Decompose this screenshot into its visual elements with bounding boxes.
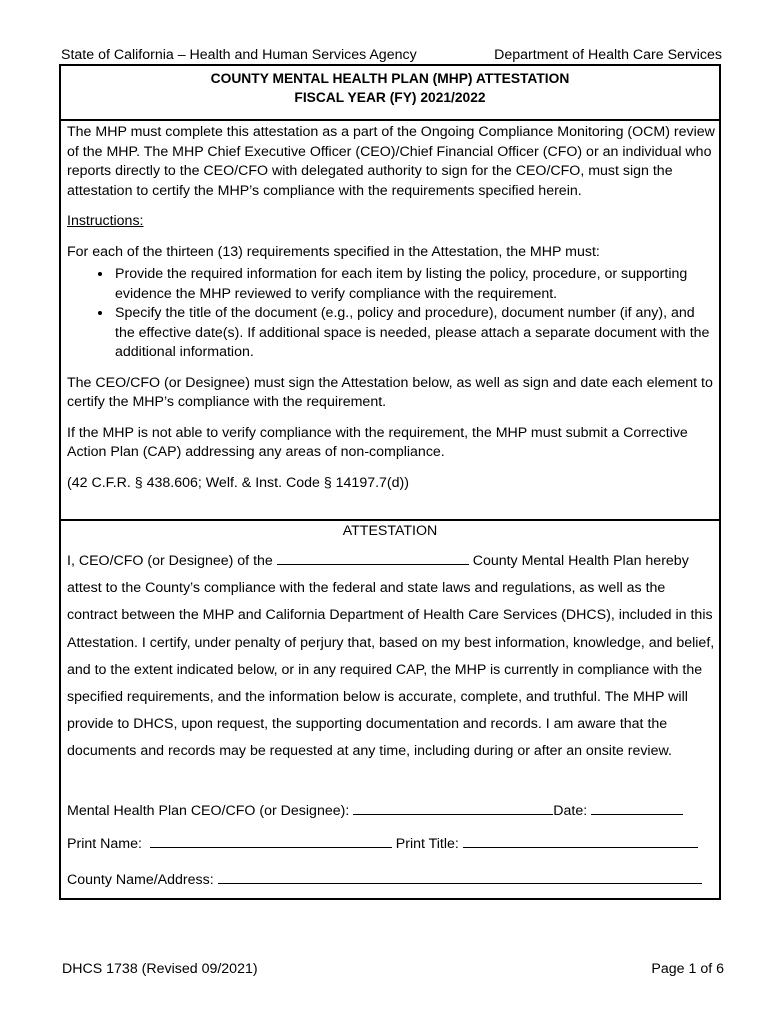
fiscal-year-title: FISCAL YEAR (FY) 2021/2022 xyxy=(294,90,486,105)
instructions-label: Instructions: xyxy=(67,213,144,229)
print-title-label: Print Title: xyxy=(395,836,459,852)
print-name-field[interactable] xyxy=(150,833,392,848)
county-address-field[interactable] xyxy=(218,869,702,884)
department-header: Department of Health Care Services xyxy=(494,47,722,63)
attestation-text-body: County Mental Health Plan hereby attest to the County’s compliance with the federal and state laws and regulations, as well as the contract between the MHP and California Department of Health Care Services (DHCS), included in this Attestation. I certify, under penalty of perjury that, based on my best information, knowledge, and belief, and to the extent indicated below, or in any required CAP, the MHP is currently in compliance with the specified requirements, and the information below is accurate, complete, and truthful. The MHP will provide to DHCS, upon request, the supporting documentation and records. I am aware that the documents and records may be requested at any time, including during or after an onsite review. xyxy=(67,553,715,760)
list-item: • Specify the title of the document (e.g., policy and procedure), document number (if any), and the effective date(s). If additional space is needed, please attach a separate document with the additional information. xyxy=(113,304,715,363)
date-field[interactable] xyxy=(591,800,683,815)
print-row xyxy=(67,833,715,852)
list-item: • Provide the required information for each item by listing the policy, procedure, or supporting evidence the MHP reviewed to verify compliance with the requirement. xyxy=(113,265,715,304)
county-row xyxy=(67,869,715,888)
section-divider xyxy=(61,519,719,521)
date-label: Date: xyxy=(553,803,588,819)
legal-citation: (42 C.F.R. § 438.606; Welf. & Inst. Code § 14197.7(d)) xyxy=(67,474,409,491)
mhp-name-field[interactable] xyxy=(277,550,469,565)
agency-header: State of California – Health and Human Services Agency xyxy=(61,47,417,63)
requirements-paragraph: For each of the thirteen (13) requirements specified in the Attestation, the MHP must: xyxy=(67,243,600,260)
county-label: County Name/Address: xyxy=(67,872,214,888)
attestation-form xyxy=(59,64,721,900)
intro-paragraph: The MHP must complete this attestation as a part of the Ongoing Compliance Monitoring (OCM) review of the MHP. The MHP Chief Executive Officer (CEO)/Chief Financial Officer (CFO) or an individual who reports directly to the CEO/CFO with delegated authority to sign for the CEO/CFO, must sign the attestation to certify the MHP’s compliance with the requirements specified herein. xyxy=(67,124,715,199)
attestation-heading: ATTESTATION xyxy=(342,523,438,539)
instructions-section xyxy=(67,123,715,504)
title-box xyxy=(61,66,719,121)
form-number: DHCS 1738 (Revised 09/2021) xyxy=(62,961,258,977)
attestation-statement xyxy=(67,548,715,766)
page-number: Page 1 of 6 xyxy=(651,961,724,977)
signature-row xyxy=(67,800,715,819)
instruction-list xyxy=(67,265,715,363)
signature-paragraph: The CEO/CFO (or Designee) must sign the Attestation below, as well as sign and date each element to certify the MHP’s compliance with the requirement. xyxy=(67,374,713,410)
print-title-field[interactable] xyxy=(463,833,698,848)
print-name-label: Print Name: xyxy=(67,836,142,852)
form-title: COUNTY MENTAL HEALTH PLAN (MHP) ATTESTATION xyxy=(210,71,570,86)
signature-label: Mental Health Plan CEO/CFO (or Designee): xyxy=(67,803,350,819)
signature-field[interactable] xyxy=(353,800,553,815)
cap-paragraph: If the MHP is not able to verify compliance with the requirement, the MHP must submit a Corrective Action Plan (CAP) addressing any areas of non-compliance. xyxy=(67,424,688,460)
attestation-text-start: I, CEO/CFO (or Designee) of the xyxy=(67,553,273,569)
